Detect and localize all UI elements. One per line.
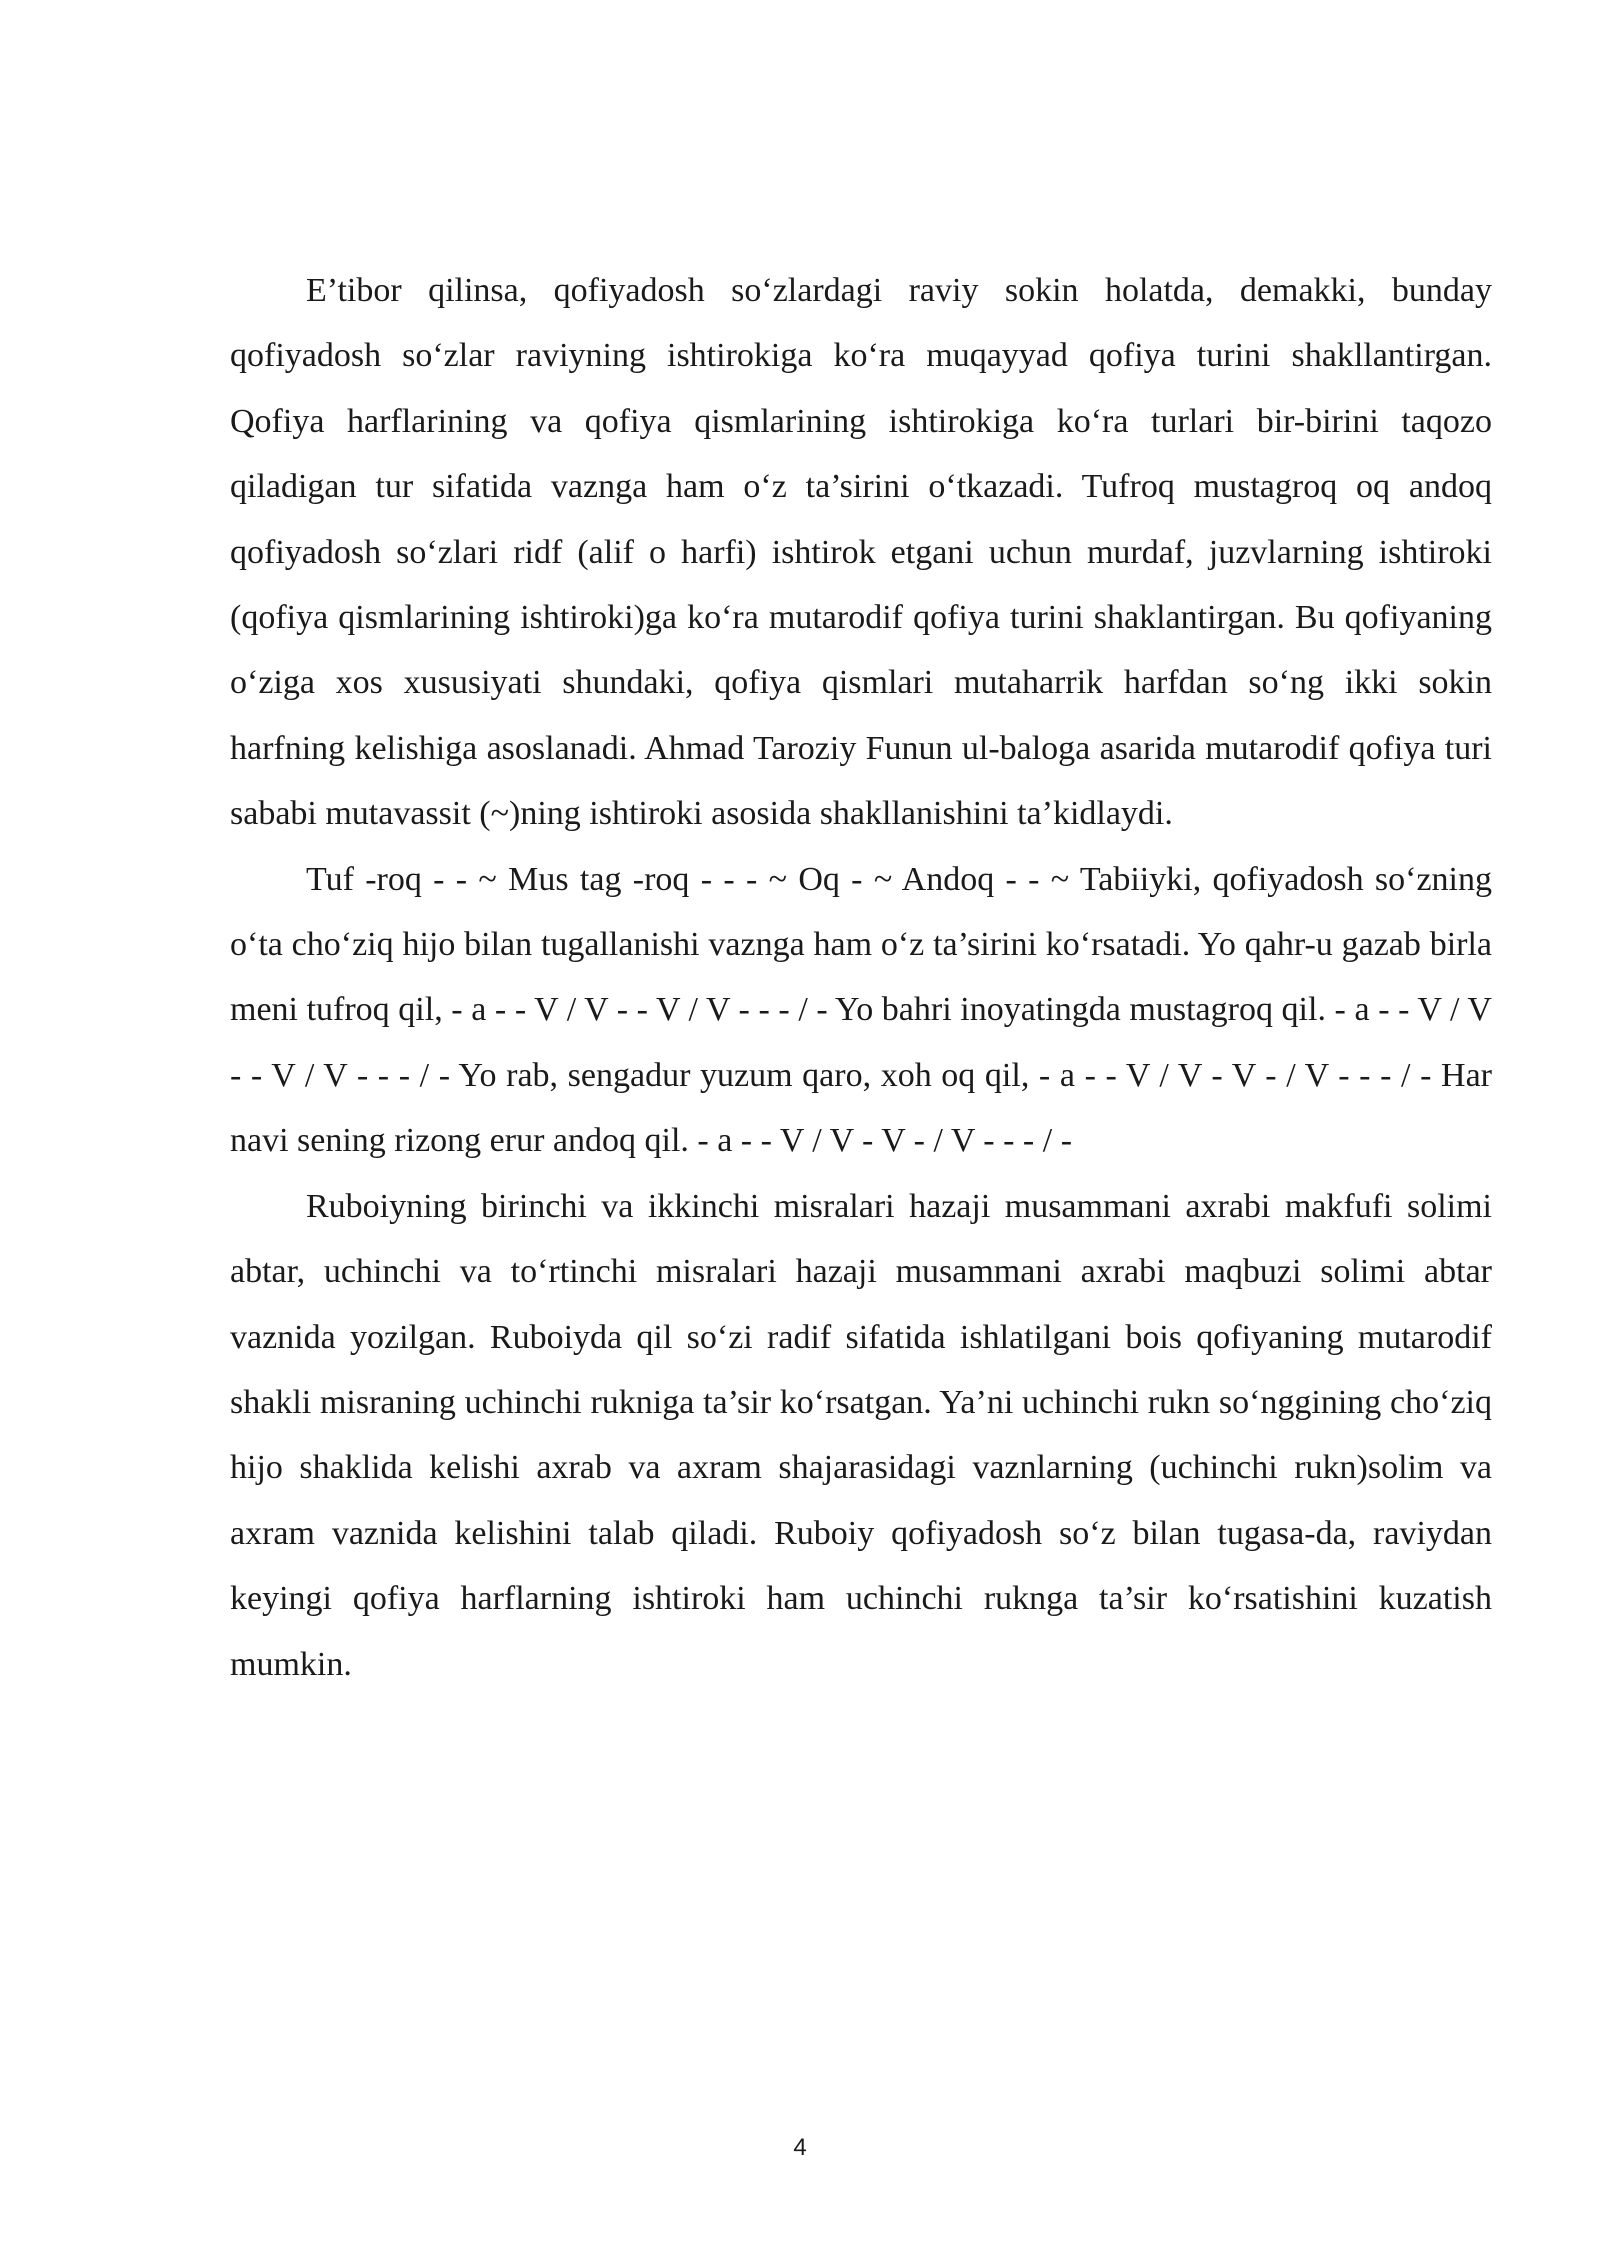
paragraph-3: Ruboiyning birinchi va ikkinchi misralari hazaji musammani axrabi makfufi solimi abtar, uchinchi va to‘rtinchi misralari hazaji musammani axrabi maqbuzi solimi abtar vaznida yozilgan. Ruboiyda qil so‘zi radif sifatida ishlatilgani bois qofiyaning mutarodif shakli misraning uchinchi rukniga ta’sir ko‘rsatgan. Ya’ni uchinchi rukn so‘nggining cho‘ziq hijo shaklida kelishi axrab va axram shajarasidagi vaznlarning (uchinchi rukn)solim va axram vaznida kelishini talab qiladi. Ruboiy qofiyadosh so‘z bilan tugasa-da, raviydan keyingi qofiya harflarning ishtiroki ham uchinchi ruknga ta’sir ko‘rsatishini kuzatish mumkin.: [230, 1187, 1492, 1683]
paragraph-2: Tuf -roq - - ~ Mus tag -roq - - - ~ Oq - ~ Andoq - - ~ Tabiiyki, qofiyadosh so‘zning o‘ta cho‘ziq hijo bilan tugallanishi vaznga ham o‘z ta’sirini ko‘rsatadi. Yo qahr-u gazab birla meni tufroq qil, - a - - V / V - - V / V - - - / - Yo bahri inoyatingda mustagroq qil. - a - - V / V - - V / V - - - / - Yo rab, sengadur yuzum qaro, xoh oq qil, - a - - V / V - V - / V - - - / - Har navi sening rizong erur andoq qil. - a - - V / V - V - / V - - - / -: [230, 860, 1492, 1160]
page-number: 4: [793, 2134, 807, 2161]
body-text: [230, 258, 1492, 1697]
paragraph-1: E’tibor qilinsa, qofiyadosh so‘zlardagi raviy sokin holatda, demakki, bunday qofiyadosh so‘zlar raviyning ishtirokiga ko‘ra muqayyad qofiya turini shakllantirgan. Qofiya harflarining va qofiya qismlarining ishtirokiga ko‘ra turlari bir-birini taqozo qiladigan tur sifatida vaznga ham o‘z ta’sirini o‘tkazadi. Tufroq mustagroq oq andoq qofiyadosh so‘zlari ridf (alif o harfi) ishtirok etgani uchun murdaf, juzvlarning ishtiroki (qofiya qismlarining ishtiroki)ga ko‘ra mutarodif qofiya turini shaklantirgan. Bu qofiyaning o‘ziga xos xususiyati shundaki, qofiya qismlari mutaharrik harfdan so‘ng ikki sokin harfning kelishiga asoslanadi. Ahmad Taroziy Funun ul-baloga asarida mutarodif qofiya turi sababi mutavassit (~)ning ishtiroki asosida shakllanishini ta’kidlaydi.: [230, 272, 1492, 833]
